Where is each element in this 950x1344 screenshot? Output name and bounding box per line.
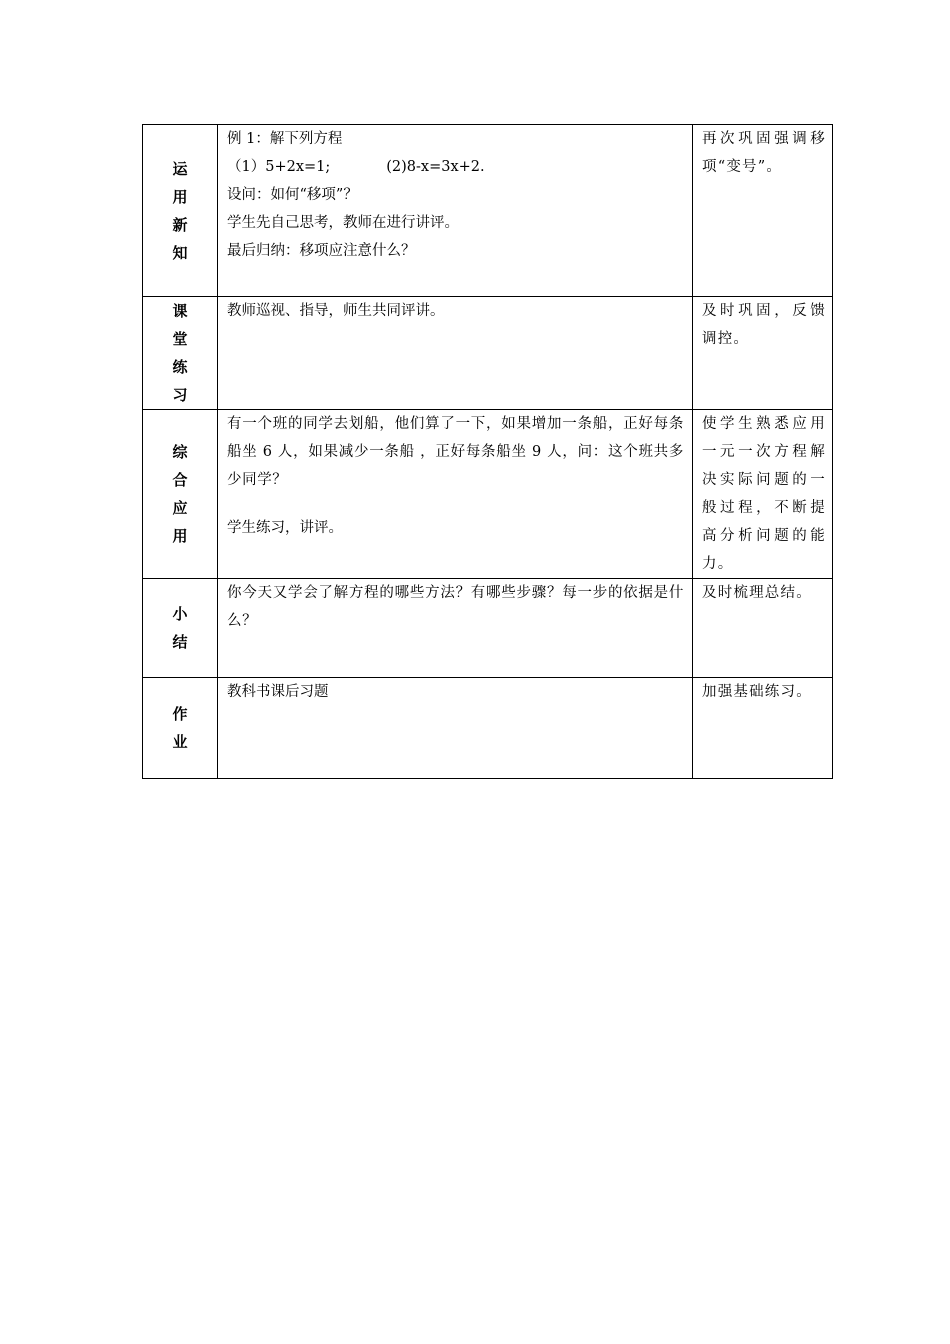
label-char: 课 [172, 302, 188, 320]
table-row [143, 410, 833, 579]
activity-line: 学生先自己思考，教师在进行讲评。 [227, 215, 459, 231]
row-label-apply-new-knowledge [143, 125, 218, 297]
note-text: 及时巩固，反馈调控。 [702, 303, 826, 347]
label-char: 新 [172, 215, 188, 234]
row-content-homework [218, 678, 693, 779]
equation-line [227, 153, 684, 181]
label-char: 业 [172, 733, 188, 751]
row-content-class-practice [218, 297, 693, 410]
label-char: 堂 [172, 330, 188, 348]
example-title: 例 1：解下列方程 [227, 131, 343, 147]
note-text: 加强基础练习。 [702, 684, 812, 700]
row-content-summary [218, 579, 693, 678]
row-note-class-practice [693, 297, 833, 410]
question-line: 设问：如何“移项”？ [227, 187, 358, 203]
row-note-homework [693, 678, 833, 779]
label-char: 练 [172, 358, 188, 376]
practice-line: 教师巡视、指导，师生共同评讲。 [227, 303, 445, 319]
row-content-apply-new-knowledge [218, 125, 693, 297]
label-char: 习 [172, 386, 188, 404]
table-row [143, 125, 833, 297]
row-label-homework [143, 678, 218, 779]
label-char: 应 [172, 499, 188, 517]
activity-line: 学生练习，讲评。 [227, 520, 343, 536]
label-char: 知 [172, 243, 188, 262]
label-char: 合 [172, 471, 188, 489]
label-char: 用 [172, 187, 188, 206]
row-label-summary [143, 579, 218, 678]
row-note-summary [693, 579, 833, 678]
equation-1: （1）5+2x=1; [227, 159, 331, 175]
label-char: 用 [172, 527, 188, 545]
table-row [143, 297, 833, 410]
summary-line: 最后归纳：移项应注意什么？ [227, 243, 416, 259]
label-char: 综 [172, 443, 188, 461]
label-char: 小 [172, 605, 188, 623]
note-text: 使学生熟悉应用一元一次方程解决实际问题的一般过程，不断提高分析问题的能力。 [702, 416, 826, 572]
row-label-class-practice [143, 297, 218, 410]
label-char: 结 [172, 633, 188, 651]
label-char: 运 [172, 159, 188, 178]
note-text: 及时梳理总结。 [702, 585, 812, 601]
note-text: 再次巩固强调移项“变号”。 [702, 131, 826, 175]
table-row [143, 579, 833, 678]
summary-question: 你今天又学会了解方程的哪些方法？有哪些步骤？每一步的依据是什么？ [227, 585, 684, 629]
row-label-comprehensive-application [143, 410, 218, 579]
homework-line: 教科书课后习题 [227, 684, 329, 700]
label-char: 作 [172, 705, 188, 723]
row-content-comprehensive-application [218, 410, 693, 579]
row-note-apply-new-knowledge [693, 125, 833, 297]
row-note-comprehensive-application [693, 410, 833, 579]
equation-2: (2)8-x=3x+2. [386, 159, 485, 175]
word-problem: 有一个班的同学去划船，他们算了一下，如果增加一条船，正好每条船坐 6 人，如果减少一条船 ，正好每条船坐 9 人，问：这个班共多少同学？ [227, 416, 684, 488]
lesson-plan-table [142, 124, 833, 779]
table-row [143, 678, 833, 779]
